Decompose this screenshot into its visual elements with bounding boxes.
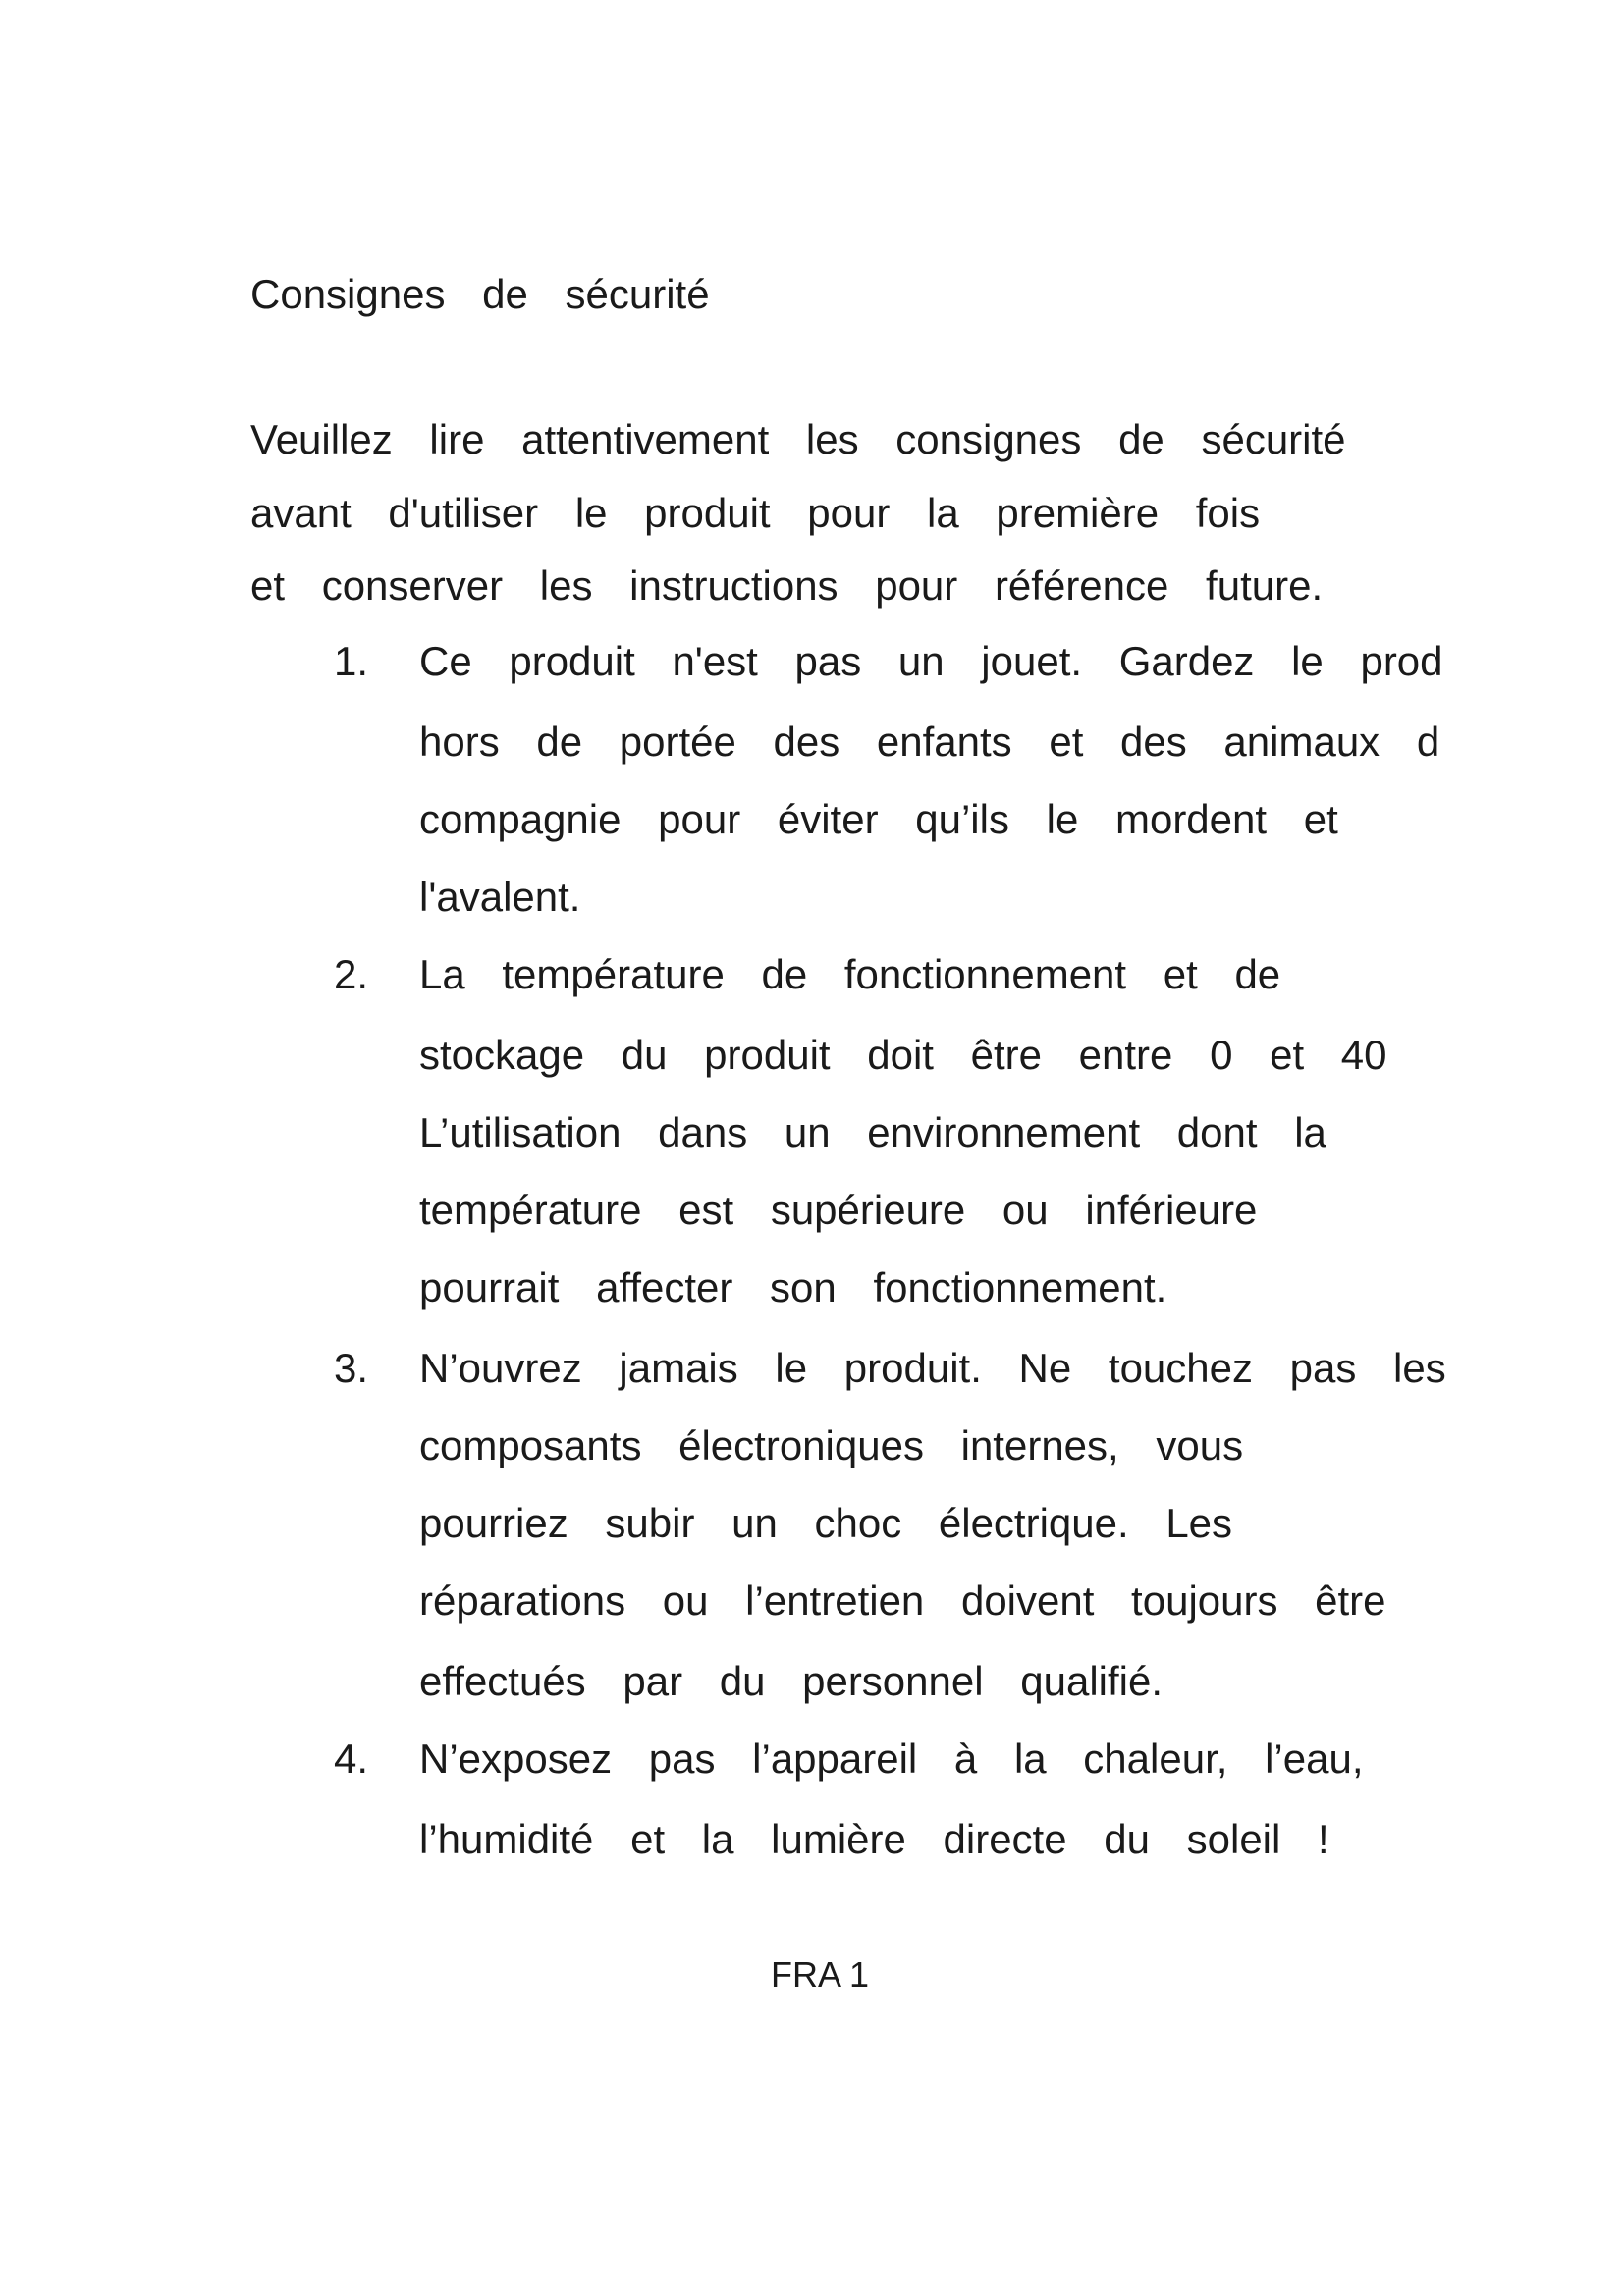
- list-item-number: 2.: [334, 951, 369, 997]
- list-item-line: La température de fonctionnement et de: [419, 951, 1281, 997]
- list-item-line: pourriez subir un choc électrique. Les: [419, 1500, 1233, 1546]
- list-item-number: 1.: [334, 638, 369, 684]
- list-item-number: 4.: [334, 1735, 369, 1782]
- intro-line: et conserver les instructions pour référence future.: [250, 562, 1324, 609]
- list-item-line: composants électroniques internes, vous: [419, 1422, 1244, 1468]
- list-item-line: compagnie pour éviter qu’ils le mordent et: [419, 796, 1338, 842]
- intro-line: Veuillez lire attentivement les consignes de sécurité: [250, 416, 1346, 462]
- list-item-line: Ce produit n'est pas un jouet. Gardez le prod: [419, 638, 1443, 684]
- list-item-line: hors de portée des enfants et des animaux d: [419, 719, 1440, 765]
- list-item-line: N’exposez pas l’appareil à la chaleur, l’eau,: [419, 1735, 1364, 1782]
- list-item-line: stockage du produit doit être entre 0 et 40: [419, 1032, 1387, 1078]
- document-title: Consignes de sécurité: [250, 271, 710, 317]
- list-item-line: température est supérieure ou inférieure: [419, 1187, 1258, 1233]
- page-footer: FRA 1: [771, 1954, 870, 1995]
- list-item-line: l'avalent.: [419, 874, 581, 920]
- list-item-number: 3.: [334, 1345, 369, 1391]
- intro-line: avant d'utiliser le produit pour la première fois: [250, 490, 1261, 536]
- list-item-line: effectués par du personnel qualifié.: [419, 1658, 1164, 1704]
- list-item-line: L’utilisation dans un environnement dont la: [419, 1109, 1326, 1155]
- list-item-line: pourrait affecter son fonctionnement.: [419, 1264, 1167, 1310]
- list-item-line: l’humidité et la lumière directe du soleil !: [419, 1816, 1329, 1862]
- list-item-line: N’ouvrez jamais le produit. Ne touchez pas les: [419, 1345, 1446, 1391]
- list-item-line: réparations ou l’entretien doivent toujours être: [419, 1577, 1386, 1624]
